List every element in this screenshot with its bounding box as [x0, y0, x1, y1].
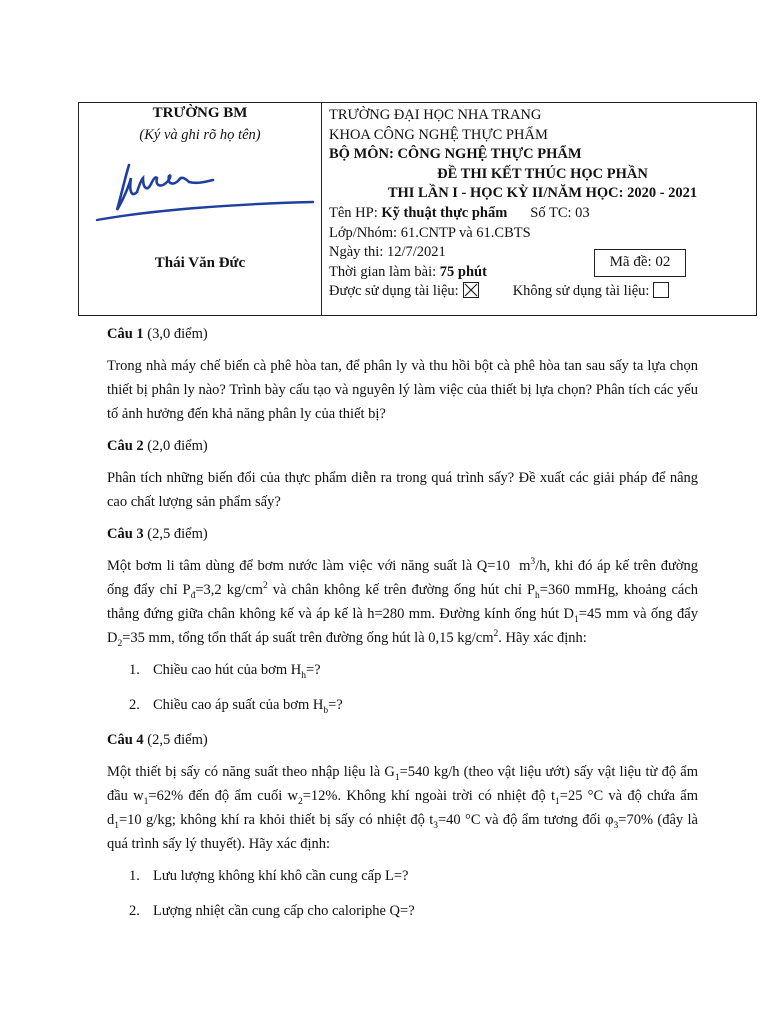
department-head-title: TRƯỜNG BM: [152, 105, 248, 121]
question-2-heading: [107, 434, 698, 458]
question-label: Câu 4: [107, 732, 144, 748]
exam-code-box: Mã đề: 02: [594, 249, 686, 277]
question-label: Câu 2: [107, 438, 144, 454]
list-item: 2. Chiều cao áp suất của bơm $H_b=$?: [129, 697, 343, 716]
course-name: Kỹ thuật thực phẩm: [381, 204, 508, 221]
department-name: BỘ MÔN: CÔNG NGHỆ THỰC PHẨM: [329, 146, 582, 163]
exam-header-table: [78, 102, 757, 316]
question-4-heading: [107, 728, 698, 752]
question-label: Câu 3: [107, 526, 144, 542]
question-4-items: [107, 864, 698, 923]
materials-row: [329, 282, 756, 302]
list-item: 1. Chiều cao hút của bơm $H_h=$?: [129, 662, 321, 681]
materials-allowed-checkbox[interactable]: [463, 282, 479, 298]
question-2-text: Phân tích những biến đổi của thực phẩm diễn ra trong quá trình sấy? Đề xuất các giải pháp để nâng cao chất lượng sản phẩm sấy?: [107, 470, 698, 510]
duration-value: 75 phút: [439, 263, 487, 280]
exam-title: ĐỀ THI KẾT THÚC HỌC PHẦN: [437, 165, 648, 182]
question-1-heading: [107, 322, 698, 346]
checked-x-icon: [464, 283, 478, 297]
class-group: Lớp/Nhóm: 61.CNTP và 61.CBTS: [329, 224, 531, 241]
list-item: 1. Lưu lượng không khí khô cần cung cấp L=?: [129, 868, 409, 884]
question-3-heading: [107, 522, 698, 546]
university-name: TRƯỜNG ĐẠI HỌC NHA TRANG: [329, 107, 542, 123]
exam-date: Ngày thi: 12/7/2021: [329, 244, 446, 261]
approval-cell: [79, 103, 322, 315]
question-points: (3,0 điểm): [147, 326, 208, 342]
question-points: (2,5 điểm): [147, 526, 208, 542]
credits: Số TC: 03: [530, 204, 590, 221]
materials-not-allowed-label: Không sử dụng tài liệu:: [512, 283, 650, 300]
signature-image: [93, 158, 318, 228]
materials-allowed-label: Được sử dụng tài liệu:: [329, 283, 459, 300]
question-1-text: Trong nhà máy chế biến cà phê hòa tan, để phân ly và thu hồi bột cà phê hòa tan sau sấy ta lựa chọn thiết bị phân ly nào? Trình bày cấu tạo và nguyên lý làm việc của thiết bị lựa chọn? Phân tích các yếu tố ảnh hưởng đến khả năng phân ly của thiết bị?: [107, 358, 698, 422]
faculty-name: KHOA CÔNG NGHỆ THỰC PHẨM: [329, 126, 548, 143]
course-label: Tên HP:: [329, 204, 378, 221]
duration-row: [329, 263, 756, 283]
materials-not-allowed-checkbox[interactable]: [653, 282, 669, 298]
duration-label: Thời gian làm bài:: [329, 263, 437, 280]
question-points: (2,5 điểm): [147, 732, 208, 748]
exam-info-cell: [322, 103, 756, 315]
exam-questions: [107, 318, 698, 934]
question-3-items: [107, 658, 698, 717]
department-head-name: Thái Văn Đức: [154, 255, 246, 271]
course-row: [329, 204, 756, 224]
exam-term: THI LẦN I - HỌC KỲ II/NĂM HỌC: 2020 - 2021: [387, 185, 698, 202]
question-3-text: Một bơm li tâm dùng để bơm nước làm việc với năng suất là Q=10 $m^3/h$, khi đó áp kế trên đường ống đẩy chỉ $P_đ=3,2$ $kg/cm^2$ và chân không kế trên đường ống hút chỉ $P_h=360$ mmHg, khoảng cách thẳng đứng giữa chân không kế và áp kế là h=280 mm. Đường kính ống hút $D_1=45$ mm và ống đẩy $D_2=35$ mm, tổng tổn thất áp suất trên đường ống hút là 0,15 $kg/cm^2$. Hãy xác định:: [107, 557, 699, 649]
question-label: Câu 1: [107, 326, 144, 342]
list-item: 2. Lượng nhiệt cần cung cấp cho caloriphe Q=?: [129, 903, 415, 919]
question-4-text: Một thiết bị sấy có năng suất theo nhập liệu là $G_1=540$ kg/h (theo vật liệu ướt) sấy vật liệu từ độ ẩm đầu $w_1=62\%$ đến độ ẩm cuối $w_2=12\%$. Không khí ngoài trời có nhiệt độ $t_1=25$ °C và độ chứa ẩm $d_1=10$ g/kg; không khí ra khỏi thiết bị sấy có nhiệt độ $t_3=40$ °C và độ ẩm tương đối $\varphi_3=70\%$ (đây là quá trình sấy lý thuyết). Hãy xác định:: [107, 764, 699, 852]
question-points: (2,0 điểm): [147, 438, 208, 454]
signature-instruction: (Ký và ghi rõ họ tên): [139, 127, 261, 143]
